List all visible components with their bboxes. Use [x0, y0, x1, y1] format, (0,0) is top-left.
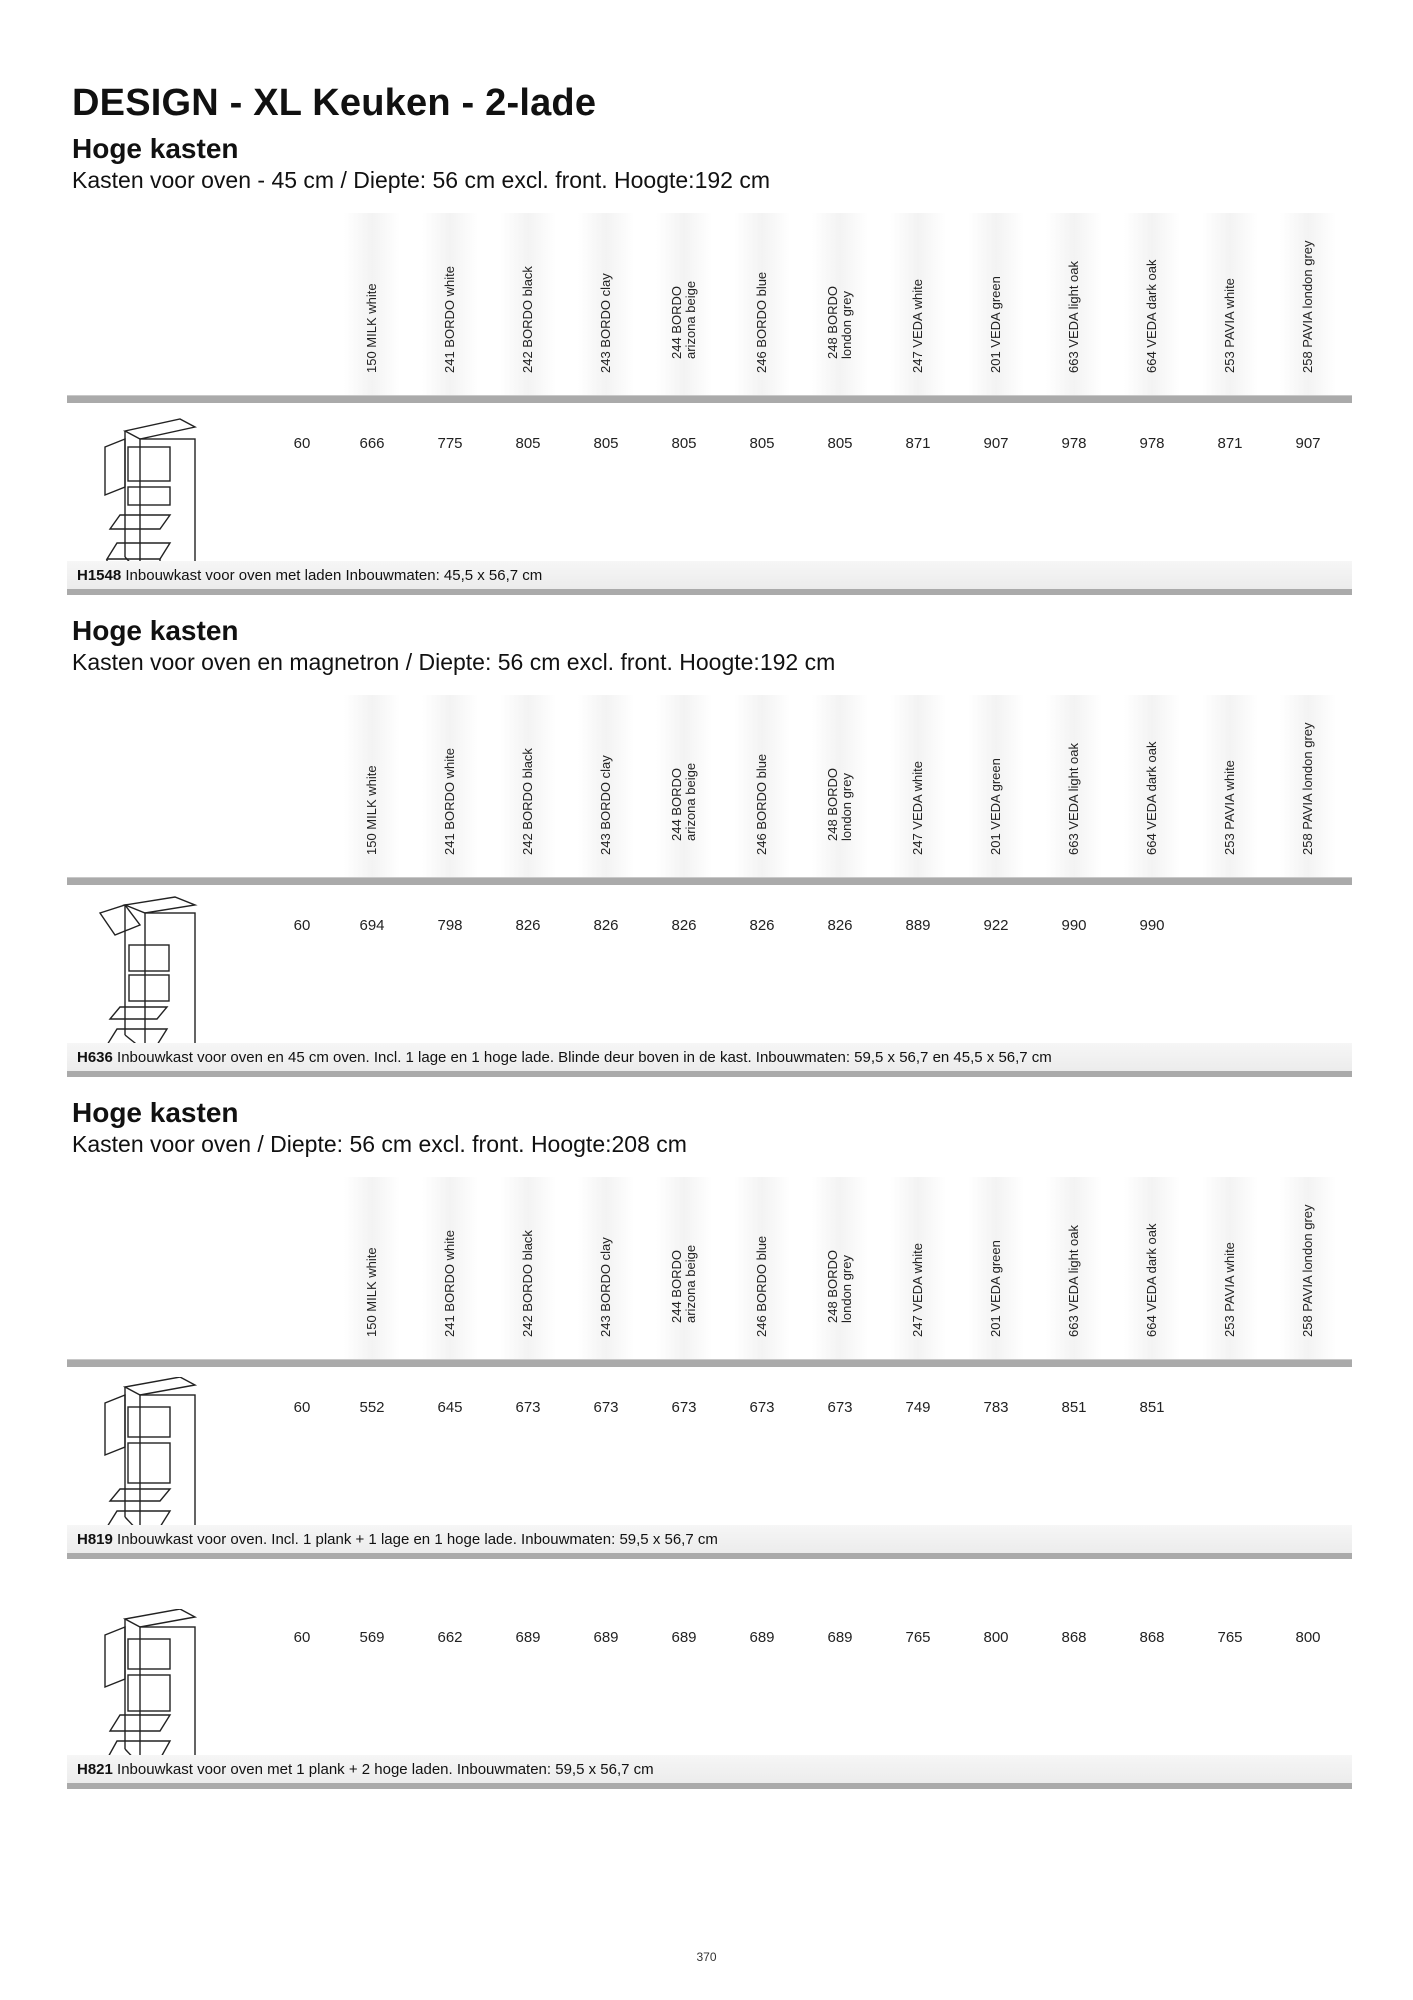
row-divider [67, 589, 1352, 595]
column-header [1124, 1177, 1180, 1359]
row-divider [67, 1783, 1352, 1789]
column-header-label: 241 BORDO white [442, 748, 457, 855]
section-title: Hoge kasten [72, 1097, 239, 1128]
column-header [1124, 695, 1180, 877]
width-cell: 60 [293, 1629, 311, 1646]
price-cell: 673 [671, 1399, 697, 1416]
price-cell: 800 [983, 1629, 1009, 1646]
column-header-label: 246 BORDO blue [754, 271, 769, 373]
price-cell: 689 [827, 1629, 853, 1646]
column-header [1202, 1177, 1258, 1359]
price-cell: 694 [359, 917, 385, 934]
column-header [734, 1177, 790, 1359]
column-header-label: 246 BORDO blue [754, 753, 769, 855]
column-header [578, 695, 634, 877]
price-cell: 889 [905, 917, 931, 934]
column-header [890, 695, 946, 877]
column-header [1202, 213, 1258, 395]
price-cell: 826 [827, 917, 853, 934]
column-header-label: 150 MILK white [364, 765, 379, 855]
column-header [1046, 1177, 1102, 1359]
column-header [422, 1177, 478, 1359]
column-header-sublabel: london grey [839, 1255, 854, 1323]
item-description: Inbouwkast voor oven en 45 cm oven. Incl. 1 lage en 1 hoge lade. Blinde deur boven in de kast. Inbouwmaten: 59,5 x 56,7 en 45,5 x 56,7 cm [117, 1049, 1052, 1066]
item-code: H821 [77, 1761, 113, 1778]
item-code: H1548 [77, 567, 122, 584]
column-header-label: 243 BORDO clay [598, 1237, 613, 1337]
section-subtitle: Kasten voor oven - 45 cm / Diepte: 56 cm excl. front. Hoogte:192 cm [72, 167, 770, 193]
column-header [1280, 1177, 1336, 1359]
price-cell: 662 [437, 1629, 463, 1646]
column-header-label: 253 PAVIA white [1222, 760, 1237, 855]
price-cell: 673 [749, 1399, 775, 1416]
column-header [968, 695, 1024, 877]
column-header-label: 258 PAVIA london grey [1300, 722, 1315, 855]
price-cell: 907 [983, 435, 1009, 452]
price-cell: 871 [905, 435, 931, 452]
column-header-label: 244 BORDO [669, 1250, 684, 1323]
section-title: Hoge kasten [72, 133, 239, 164]
price-cell: 868 [1061, 1629, 1087, 1646]
column-header-label: 664 VEDA dark oak [1144, 1223, 1159, 1337]
header-divider [67, 1359, 1352, 1367]
price-cell: 689 [671, 1629, 697, 1646]
price-cell: 673 [827, 1399, 853, 1416]
price-cell: 775 [437, 435, 463, 452]
column-header-label: 248 BORDO [825, 1250, 840, 1323]
price-cell: 922 [983, 917, 1009, 934]
column-header [344, 1177, 400, 1359]
price-cell: 851 [1061, 1399, 1087, 1416]
column-header [578, 1177, 634, 1359]
price-cell: 552 [359, 1399, 385, 1416]
column-header [500, 1177, 556, 1359]
price-cell: 666 [359, 435, 385, 452]
column-header-label: 242 BORDO black [520, 1230, 535, 1337]
description-bar [67, 1755, 1352, 1783]
column-header-label: 244 BORDO [669, 286, 684, 359]
column-header-label: 201 VEDA green [988, 276, 1003, 373]
column-header-label: 242 BORDO black [520, 266, 535, 373]
price-cell: 978 [1061, 435, 1087, 452]
column-header-sublabel: london grey [839, 773, 854, 841]
column-header-label: 247 VEDA white [910, 761, 925, 855]
price-cell: 749 [905, 1399, 931, 1416]
column-header-label: 664 VEDA dark oak [1144, 741, 1159, 855]
column-header-sublabel: arizona beige [683, 1244, 698, 1323]
column-header [500, 695, 556, 877]
column-header [500, 213, 556, 395]
column-header [1046, 213, 1102, 395]
column-header-label: 663 VEDA light oak [1066, 260, 1081, 373]
column-header [422, 695, 478, 877]
item-code: H819 [77, 1531, 113, 1548]
column-header-label: 247 VEDA white [910, 279, 925, 373]
column-header-label: 663 VEDA light oak [1066, 1224, 1081, 1337]
tall-oven-cabinet-icon [95, 1377, 215, 1537]
column-header [734, 695, 790, 877]
column-header [1280, 213, 1336, 395]
price-cell: 689 [515, 1629, 541, 1646]
column-header-label: 201 VEDA green [988, 758, 1003, 855]
item-description: Inbouwkast voor oven. Incl. 1 plank + 1 lage en 1 hoge lade. Inbouwmaten: 59,5 x 56,7 cm [117, 1531, 718, 1548]
tall-oven-cabinet-two-drawers-icon [95, 1609, 215, 1769]
price-cell: 826 [749, 917, 775, 934]
column-header [656, 695, 712, 877]
column-header [968, 1177, 1024, 1359]
column-header-label: 241 BORDO white [442, 1230, 457, 1337]
column-header-sublabel: arizona beige [683, 280, 698, 359]
price-cell: 673 [593, 1399, 619, 1416]
column-header [968, 213, 1024, 395]
column-header-label: 247 VEDA white [910, 1243, 925, 1337]
page-title: DESIGN - XL Keuken - 2-lade [72, 82, 597, 124]
section-subtitle: Kasten voor oven / Diepte: 56 cm excl. front. Hoogte:208 cm [72, 1131, 687, 1157]
column-header [812, 1177, 868, 1359]
price-cell: 805 [593, 435, 619, 452]
oven-microwave-cabinet-icon [95, 895, 215, 1055]
price-cell: 805 [749, 435, 775, 452]
price-cell: 826 [671, 917, 697, 934]
width-cell: 60 [293, 1399, 311, 1416]
column-header-label: 242 BORDO black [520, 748, 535, 855]
price-cell: 990 [1139, 917, 1165, 934]
column-header-label: 243 BORDO clay [598, 273, 613, 373]
price-cell: 569 [359, 1629, 385, 1646]
price-cell: 798 [437, 917, 463, 934]
column-header [890, 1177, 946, 1359]
price-cell: 805 [827, 435, 853, 452]
section-oven-45 [0, 133, 1413, 603]
section-oven-208 [0, 1097, 1413, 1817]
section-oven-microwave [0, 615, 1413, 1085]
column-header [1124, 213, 1180, 395]
row-divider [67, 1553, 1352, 1559]
description-bar [67, 1043, 1352, 1071]
price-cell: 978 [1139, 435, 1165, 452]
price-cell: 826 [593, 917, 619, 934]
price-cell: 689 [593, 1629, 619, 1646]
column-header-label: 253 PAVIA white [1222, 278, 1237, 373]
column-header-label: 243 BORDO clay [598, 755, 613, 855]
item-description: Inbouwkast voor oven met 1 plank + 2 hoge laden. Inbouwmaten: 59,5 x 56,7 cm [117, 1761, 654, 1778]
column-header-label: 246 BORDO blue [754, 1235, 769, 1337]
price-cell: 783 [983, 1399, 1009, 1416]
section-title: Hoge kasten [72, 615, 239, 646]
column-header-sublabel: arizona beige [683, 762, 698, 841]
column-header [1046, 695, 1102, 877]
column-header [1280, 695, 1336, 877]
price-cell: 868 [1139, 1629, 1165, 1646]
price-cell: 851 [1139, 1399, 1165, 1416]
column-header-label: 253 PAVIA white [1222, 1242, 1237, 1337]
header-divider [67, 877, 1352, 885]
description-bar [67, 1525, 1352, 1553]
column-header-label: 248 BORDO [825, 768, 840, 841]
header-divider [67, 395, 1352, 403]
item-code: H636 [77, 1049, 113, 1066]
column-header-sublabel: london grey [839, 291, 854, 359]
column-header-label: 150 MILK white [364, 283, 379, 373]
column-header-label: 244 BORDO [669, 768, 684, 841]
item-description: Inbouwkast voor oven met laden Inbouwmaten: 45,5 x 56,7 cm [125, 567, 543, 584]
column-header [422, 213, 478, 395]
price-cell: 871 [1217, 435, 1243, 452]
column-header-label: 663 VEDA light oak [1066, 742, 1081, 855]
column-header [656, 1177, 712, 1359]
column-header [344, 695, 400, 877]
price-cell: 990 [1061, 917, 1087, 934]
price-cell: 673 [515, 1399, 541, 1416]
price-cell: 765 [1217, 1629, 1243, 1646]
column-header [656, 213, 712, 395]
column-header [734, 213, 790, 395]
column-header [1202, 695, 1258, 877]
price-cell: 765 [905, 1629, 931, 1646]
section-subtitle: Kasten voor oven en magnetron / Diepte: 56 cm excl. front. Hoogte:192 cm [72, 649, 836, 675]
price-cell: 689 [749, 1629, 775, 1646]
width-cell: 60 [293, 435, 311, 452]
description-bar [67, 561, 1352, 589]
column-header-label: 258 PAVIA london grey [1300, 240, 1315, 373]
price-cell: 907 [1295, 435, 1321, 452]
column-header [578, 213, 634, 395]
column-header-label: 258 PAVIA london grey [1300, 1204, 1315, 1337]
row-divider [67, 1071, 1352, 1077]
column-header [890, 213, 946, 395]
page-number: 370 [696, 1950, 717, 1964]
price-cell: 805 [671, 435, 697, 452]
oven-cabinet-with-drawers-icon [95, 417, 215, 577]
column-header-label: 201 VEDA green [988, 1240, 1003, 1337]
column-header-label: 241 BORDO white [442, 266, 457, 373]
column-header [344, 213, 400, 395]
column-header-label: 664 VEDA dark oak [1144, 259, 1159, 373]
price-cell: 645 [437, 1399, 463, 1416]
price-cell: 800 [1295, 1629, 1321, 1646]
column-header [812, 695, 868, 877]
column-header-label: 248 BORDO [825, 286, 840, 359]
price-cell: 826 [515, 917, 541, 934]
price-cell: 805 [515, 435, 541, 452]
column-header-label: 150 MILK white [364, 1247, 379, 1337]
width-cell: 60 [293, 917, 311, 934]
column-header [812, 213, 868, 395]
